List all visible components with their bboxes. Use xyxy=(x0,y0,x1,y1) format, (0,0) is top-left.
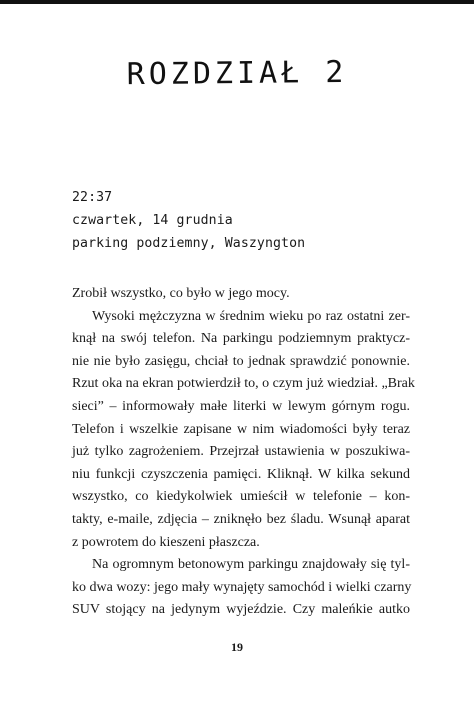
scene-time: 22:37 xyxy=(72,190,113,205)
text-line: Zrobił wszystko, co było w jego mocy. xyxy=(72,286,290,301)
page-number: 19 xyxy=(231,640,243,654)
scene-date: czwartek, 14 grudnia xyxy=(72,213,233,228)
text-line: takty, e-maile, zdjęcia – zniknęło bez śladu. Wsunął aparat xyxy=(72,511,410,527)
text-line: z powrotem do kieszeni płaszcza. xyxy=(72,534,260,550)
scene-header xyxy=(72,186,305,255)
text-line: Na ogromnym betonowym parkingu znajdowały się tyl- xyxy=(92,557,410,573)
chapter-title: ROZDZIAŁ 2 xyxy=(126,54,348,93)
text-line: sieci” – informowały małe literki w lewym górnym rogu. xyxy=(72,398,410,414)
chapter-body xyxy=(72,283,415,622)
text-line: Rzut oka na ekran potwierdził to, o czym już wiedział. „Brak xyxy=(72,376,415,392)
text-line: wszystko, co kiedykolwiek umieścił w telefonie – kon- xyxy=(72,489,410,505)
text-line: Wysoki mężczyzna w średnim wieku po raz ostatni zer- xyxy=(92,308,410,324)
scene-place: parking podziemny, Waszyngton xyxy=(72,236,306,251)
text-line: już tylko zagrożeniem. Przejrzał ustawienia w poszukiwa- xyxy=(72,444,410,460)
text-line: nie nie było zasięgu, chciał to jednak sprawdzić ponownie. xyxy=(72,353,410,369)
text-line: niu funkcji czyszczenia pamięci. Kliknął. W kilka sekund xyxy=(72,466,410,482)
text-line: knął na swój telefon. Na parkingu podziemnym praktycz- xyxy=(72,331,410,347)
top-border xyxy=(0,0,474,4)
text-line: SUV stojący na jedynym wyjeździe. Czy maleńkie autko xyxy=(72,602,410,618)
text-line: Telefon i wszelkie zapisane w nim wiadomości były teraz xyxy=(72,421,410,437)
text-line: ko dwa wozy: jego mały wynajęty samochód i wielki czarny xyxy=(72,579,412,595)
